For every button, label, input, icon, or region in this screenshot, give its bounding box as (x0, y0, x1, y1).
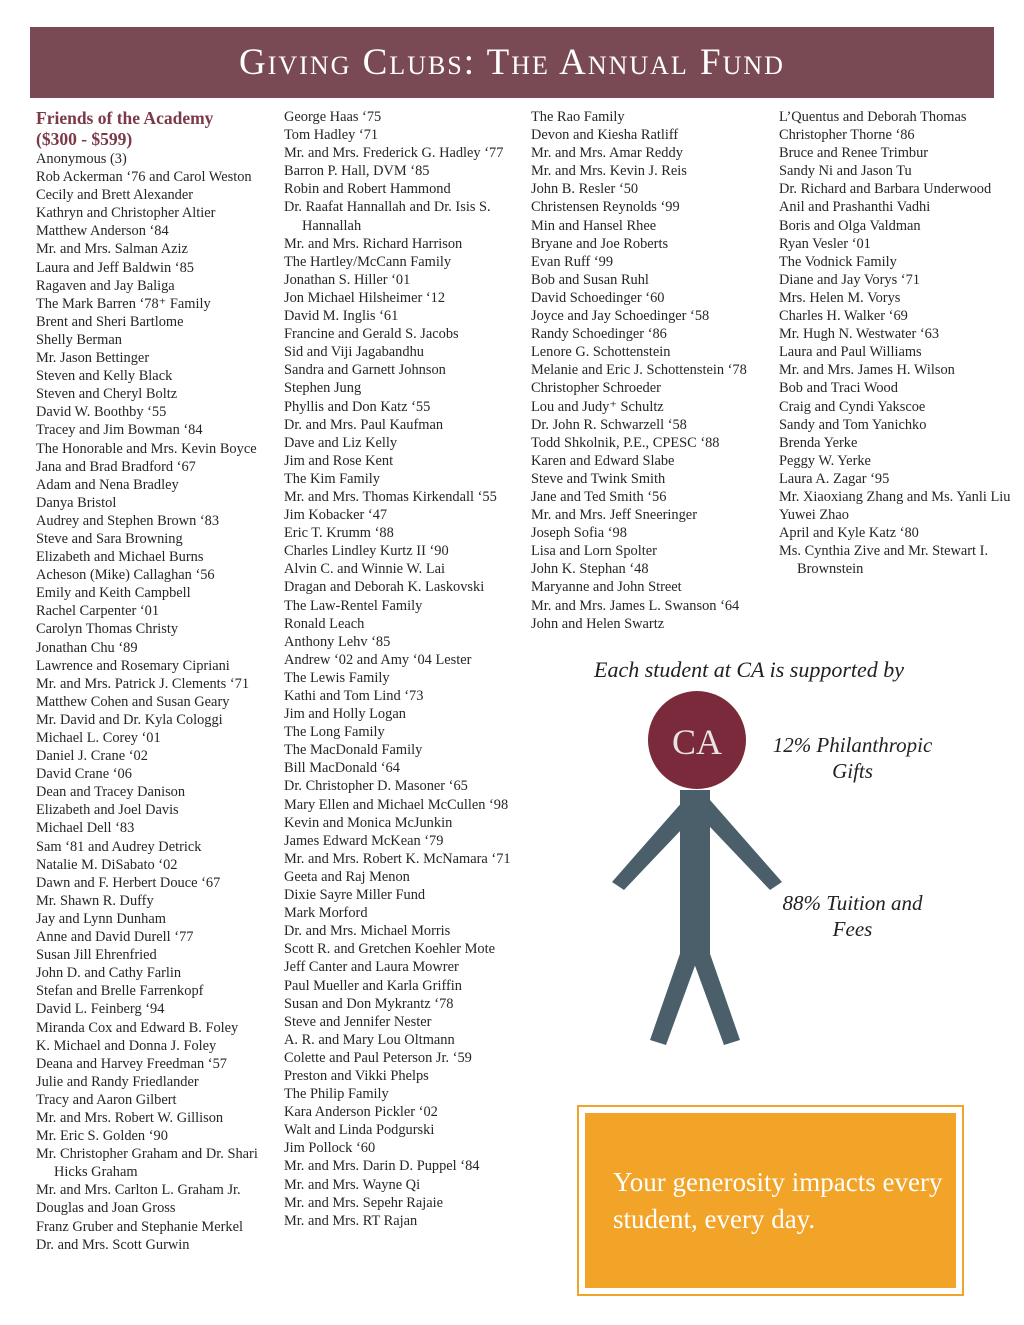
donor-name: The Rao Family (531, 109, 625, 125)
donor-name: Sandy Ni and Jason Tu (779, 163, 912, 180)
donor-name: Susan Jill Ehrenfried (36, 947, 157, 964)
donor-name: Phyllis and Don Katz ‘55 (284, 398, 431, 415)
donor-name: Anil and Prashanthi Vadhi (779, 199, 931, 216)
donor-name: Dixie Sayre Miller Fund (284, 887, 426, 904)
donor-name: Sandra and Garnett Johnson (284, 362, 446, 379)
donor-name: Mr. and Mrs. Thomas Kirkendall ‘55 (284, 488, 497, 505)
donor-name: Stefan and Brelle Farrenkopf (36, 983, 204, 1000)
donor-name: Michael Dell ‘83 (36, 820, 135, 837)
donor-name: John K. Stephan ‘48 (531, 561, 649, 578)
donor-name: Mr. and Mrs. Richard Harrison (284, 235, 463, 252)
donor-name: Bryane and Joe Roberts (531, 235, 669, 252)
donor-name: Brent and Sheri Bartlome (36, 313, 184, 330)
donor-name: The Law-Rentel Family (284, 597, 423, 614)
donor-name: Robin and Robert Hammond (284, 181, 451, 198)
donor-name: L’Quentus and Deborah Thomas (779, 109, 967, 125)
donor-name: Mr. and Mrs. James H. Wilson (779, 362, 955, 379)
donor-name: Lisa and Lorn Spolter (531, 543, 657, 560)
donor-name: The Lewis Family (284, 669, 390, 686)
donor-name: Shelly Berman (36, 331, 122, 348)
philanthropic-gifts-label: 12% Philanthropic Gifts (772, 733, 933, 783)
donor-name: Mr. and Mrs. Carlton L. Graham Jr. (36, 1182, 241, 1199)
donor-name: Dr. John R. Schwarzell ‘58 (531, 416, 687, 433)
donor-name: Alvin C. and Winnie W. Lai (284, 561, 446, 578)
donor-name: Dr. and Mrs. Michael Morris (284, 923, 451, 940)
page-title-banner (30, 27, 994, 98)
donor-name: Todd Shkolnik, P.E., CPESC ‘88 (531, 434, 720, 451)
donor-name: Miranda Cox and Edward B. Foley (36, 1019, 239, 1036)
donor-name: Ronald Leach (284, 615, 365, 632)
donor-name: Steve and Sara Browning (36, 530, 183, 547)
donor-name: Devon and Kiesha Ratliff (531, 127, 679, 144)
student-left-leg (650, 948, 700, 1045)
donor-name: The Honorable and Mrs. Kevin Boyce (36, 440, 257, 457)
donor-name: Ms. Cynthia Zive and Mr. Stewart I. Brownstein (779, 543, 989, 578)
donor-name: Randy Schoedinger ‘86 (531, 326, 667, 343)
donor-name: Mr. Eric S. Golden ‘90 (36, 1128, 168, 1145)
donor-name: Mr. and Mrs. Jeff Sneeringer (531, 507, 697, 524)
donor-name: Yuwei Zhao (779, 507, 849, 524)
donor-name: David L. Feinberg ‘94 (36, 1001, 165, 1018)
donor-name: Steven and Kelly Black (36, 368, 173, 385)
donor-name: Min and Hansel Rhee (531, 217, 657, 234)
donor-name: Joseph Sofia ‘98 (531, 525, 627, 542)
donor-name: James Edward McKean ‘79 (284, 832, 444, 849)
donor-name: Lou and Judy⁺ Schultz (531, 398, 664, 415)
donor-name: Paul Mueller and Karla Griffin (284, 977, 462, 994)
donor-name: Mr. and Mrs. Patrick J. Clements ‘71 (36, 675, 250, 692)
donor-name: Dr. Christopher D. Masoner ‘65 (284, 778, 468, 795)
donor-name: Laura and Jeff Baldwin ‘85 (36, 259, 194, 276)
donor-name: Dr. Richard and Barbara Underwood (779, 181, 992, 198)
donor-name: Mr. and Mrs. James L. Swanson ‘64 (531, 597, 740, 614)
donor-name: The Hartley/McCann Family (284, 253, 452, 270)
page-title: Giving Clubs: The Annual Fund (239, 42, 785, 83)
donor-column-4 (779, 108, 1019, 578)
donor-name: Elizabeth and Joel Davis (36, 802, 179, 819)
donor-name: Karen and Edward Slabe (531, 452, 675, 469)
donor-name: Jim Pollock ‘60 (284, 1140, 376, 1157)
generosity-callout (577, 1105, 964, 1296)
donor-name: Laura and Paul Williams (779, 344, 922, 361)
donor-name: The Long Family (284, 724, 385, 741)
donor-name: Dave and Liz Kelly (284, 434, 398, 451)
donor-name: A. R. and Mary Lou Oltmann (284, 1031, 455, 1048)
donor-name: Bob and Susan Ruhl (531, 271, 649, 288)
donor-name: Peggy W. Yerke (779, 452, 871, 469)
donor-column-3 (531, 108, 771, 633)
donor-name: Ragaven and Jay Baliga (36, 277, 175, 294)
donor-name: Franz Gruber and Stephanie Merkel (36, 1218, 243, 1235)
giving-club-title: Friends of the Academy (36, 108, 214, 128)
donor-name: Matthew Cohen and Susan Geary (36, 693, 230, 710)
donor-name: Anne and David Durell ‘77 (36, 929, 194, 946)
donor-name: Jonathan Chu ‘89 (36, 639, 138, 656)
donor-name: Steve and Jennifer Nester (284, 1013, 432, 1030)
donor-column-1 (36, 108, 276, 1254)
donor-name: Mr. and Mrs. Robert K. McNamara ‘71 (284, 850, 511, 867)
donor-name: Rob Ackerman ‘76 and Carol Weston (36, 169, 252, 186)
donor-name: Mr. and Mrs. Darin D. Puppel ‘84 (284, 1158, 480, 1175)
donor-name: Kathryn and Christopher Altier (36, 205, 216, 222)
donor-name: Scott R. and Gretchen Koehler Mote (284, 941, 496, 958)
donor-name: Lenore G. Schottenstein (531, 344, 671, 361)
donor-name: John D. and Cathy Farlin (36, 965, 182, 982)
donor-name: The Mark Barren ‘78⁺ Family (36, 295, 211, 312)
donor-name: David Schoedinger ‘60 (531, 289, 665, 306)
donor-name: David Crane ‘06 (36, 766, 132, 783)
donor-name: Carolyn Thomas Christy (36, 621, 179, 638)
donor-name: Sam ‘81 and Audrey Detrick (36, 838, 202, 855)
donor-name: Michael L. Corey ‘01 (36, 730, 161, 746)
donor-name: Mr. Jason Bettinger (36, 350, 150, 367)
donor-name: Mr. and Mrs. Kevin J. Reis (531, 163, 687, 180)
donor-name: Barron P. Hall, DVM ‘85 (284, 163, 430, 180)
donor-name: Dr. and Mrs. Paul Kaufman (284, 416, 444, 433)
donor-name: Bill MacDonald ‘64 (284, 760, 400, 777)
donor-name: Douglas and Joan Gross (36, 1200, 176, 1217)
donor-name: Mr. and Mrs. Sepehr Rajaie (284, 1194, 444, 1211)
donor-name: Mr. Christopher Graham and Dr. Shari Hicks Graham (36, 1146, 258, 1181)
donor-name: Jim and Holly Logan (284, 706, 406, 723)
donor-name: Mr. and Mrs. Frederick G. Hadley ‘77 (284, 145, 504, 162)
giving-club-range: ($300 - $599) (36, 129, 133, 149)
donor-name: Cecily and Brett Alexander (36, 187, 194, 204)
donor-name: Audrey and Stephen Brown ‘83 (36, 512, 220, 529)
donor-name: Sandy and Tom Yanichko (779, 416, 927, 433)
donor-name: Jon Michael Hilsheimer ‘12 (284, 289, 446, 306)
donor-name: K. Michael and Donna J. Foley (36, 1037, 217, 1054)
donor-name: Stephen Jung (284, 380, 362, 397)
donor-name: The Vodnick Family (779, 253, 897, 270)
donor-name: Preston and Vikki Phelps (284, 1067, 429, 1084)
student-right-leg (690, 948, 740, 1045)
donor-name: Dean and Tracey Danison (36, 784, 186, 801)
donor-name: The Kim Family (284, 470, 380, 487)
donor-name: Steve and Twink Smith (531, 470, 666, 487)
donor-name: The MacDonald Family (284, 742, 423, 759)
donor-name: Charles H. Walker ‘69 (779, 308, 908, 325)
donor-name: Sid and Viji Jagabandhu (284, 344, 424, 361)
donor-name: Mrs. Helen M. Vorys (779, 289, 901, 306)
donor-name: Eric T. Krumm ‘88 (284, 525, 394, 542)
donor-name: Mr. and Mrs. Amar Reddy (531, 145, 683, 162)
donor-name: Andrew ‘02 and Amy ‘04 Lester (284, 651, 472, 668)
donor-column-2 (284, 108, 524, 1230)
donor-name: Mr. Hugh N. Westwater ‘63 (779, 326, 940, 343)
donor-name: Charles Lindley Kurtz II ‘90 (284, 543, 449, 560)
donor-name: Laura A. Zagar ‘95 (779, 470, 890, 487)
donor-name: George Haas ‘75 (284, 109, 382, 125)
donor-name: Jane and Ted Smith ‘56 (531, 488, 667, 505)
donor-name: Christopher Schroeder (531, 380, 661, 397)
donor-name: Joyce and Jay Schoedinger ‘58 (531, 308, 710, 325)
donor-name: Melanie and Eric J. Schottenstein ‘78 (531, 362, 747, 379)
donor-name: Deana and Harvey Freedman ‘57 (36, 1055, 227, 1072)
donor-name: Geeta and Raj Menon (284, 868, 410, 885)
donor-name: Jana and Brad Bradford ‘67 (36, 458, 196, 475)
donor-name: Craig and Cyndi Yakscoe (779, 398, 926, 415)
donor-name: Christensen Reynolds ‘99 (531, 199, 680, 216)
donor-name: Rachel Carpenter ‘01 (36, 603, 160, 620)
donor-name: John and Helen Swartz (531, 615, 665, 632)
donor-name: Anonymous (3) (36, 151, 127, 167)
donor-name: Daniel J. Crane ‘02 (36, 748, 148, 765)
donor-name: Mr. Xiaoxiang Zhang and Ms. Yanli Liu (779, 488, 1011, 505)
donor-name: Jim Kobacker ‘47 (284, 507, 388, 524)
donor-name: Boris and Olga Valdman (779, 217, 921, 234)
donor-name: Jonathan S. Hiller ‘01 (284, 271, 411, 288)
donor-name: Bob and Traci Wood (779, 380, 898, 397)
donor-name: Colette and Paul Peterson Jr. ‘59 (284, 1049, 472, 1066)
donor-name: Dr. Raafat Hannallah and Dr. Isis S. Hannallah (284, 199, 491, 234)
donor-name: Natalie M. DiSabato ‘02 (36, 856, 178, 873)
donor-name: Jeff Canter and Laura Mowrer (284, 959, 459, 976)
donor-name: Kevin and Monica McJunkin (284, 814, 453, 831)
donor-name: Diane and Jay Vorys ‘71 (779, 271, 920, 288)
donor-name: Tracey and Jim Bowman ‘84 (36, 422, 203, 439)
donor-name: Elizabeth and Michael Burns (36, 549, 204, 566)
donor-name: Susan and Don Mykrantz ‘78 (284, 995, 454, 1012)
donor-name: Ryan Vesler ‘01 (779, 235, 871, 252)
donor-name: Acheson (Mike) Callaghan ‘56 (36, 567, 215, 584)
donor-name: Mark Morford (284, 905, 368, 922)
donor-name: Steven and Cheryl Boltz (36, 386, 178, 403)
donor-name: Mr. and Mrs. Robert W. Gillison (36, 1109, 224, 1126)
generosity-callout-text: Your generosity impacts every student, every day. (585, 1113, 956, 1288)
donor-name: Brenda Yerke (779, 434, 858, 451)
donor-name: Christopher Thorne ‘86 (779, 127, 915, 144)
donor-name: Walt and Linda Podgurski (284, 1122, 435, 1139)
donor-name: Dragan and Deborah K. Laskovski (284, 579, 485, 596)
donor-name: Kathi and Tom Lind ‘73 (284, 688, 424, 704)
ca-logo-text: CA (671, 722, 723, 762)
donor-name: Mary Ellen and Michael McCullen ‘98 (284, 796, 509, 813)
donor-name: Mr. David and Dr. Kyla Cologgi (36, 711, 223, 728)
donor-name: Francine and Gerald S. Jacobs (284, 326, 459, 343)
donor-name: David W. Boothby ‘55 (36, 404, 167, 421)
donor-name: Matthew Anderson ‘84 (36, 223, 169, 240)
donor-name: Adam and Nena Bradley (36, 476, 179, 493)
donor-name: Mr. and Mrs. RT Rajan (284, 1212, 418, 1229)
donor-name: Lawrence and Rosemary Cipriani (36, 657, 230, 674)
donor-name: Kara Anderson Pickler ‘02 (284, 1104, 438, 1121)
donor-name: Mr. and Mrs. Salman Aziz (36, 241, 188, 258)
donor-name: Dr. and Mrs. Scott Gurwin (36, 1236, 190, 1253)
donor-name: Maryanne and John Street (531, 579, 682, 596)
donor-name: Mr. Shawn R. Duffy (36, 892, 154, 909)
donor-name: Evan Ruff ‘99 (531, 253, 614, 270)
donor-name: Anthony Lehv ‘85 (284, 633, 391, 650)
donor-name: John B. Resler ‘50 (531, 181, 639, 198)
donor-name: Tracy and Aaron Gilbert (36, 1091, 177, 1108)
donor-name: Julie and Randy Friedlander (36, 1073, 199, 1090)
donor-name: Mr. and Mrs. Wayne Qi (284, 1176, 421, 1193)
donor-name: Jim and Rose Kent (284, 452, 394, 469)
donor-name: Tom Hadley ‘71 (284, 127, 379, 144)
donor-name: April and Kyle Katz ‘80 (779, 525, 919, 542)
donor-name: David M. Inglis ‘61 (284, 308, 399, 325)
infographic-tagline: Each student at CA is supported by (594, 657, 905, 682)
donor-name: Dawn and F. Herbert Douce ‘67 (36, 874, 221, 891)
tuition-fees-label: 88% Tuition and Fees (782, 891, 923, 941)
donor-name: Jay and Lynn Dunham (36, 910, 166, 927)
donor-name: Danya Bristol (36, 494, 117, 511)
donor-name: The Philip Family (284, 1086, 389, 1103)
donor-name: Bruce and Renee Trimbur (779, 145, 929, 162)
donor-name: Emily and Keith Campbell (36, 585, 191, 602)
